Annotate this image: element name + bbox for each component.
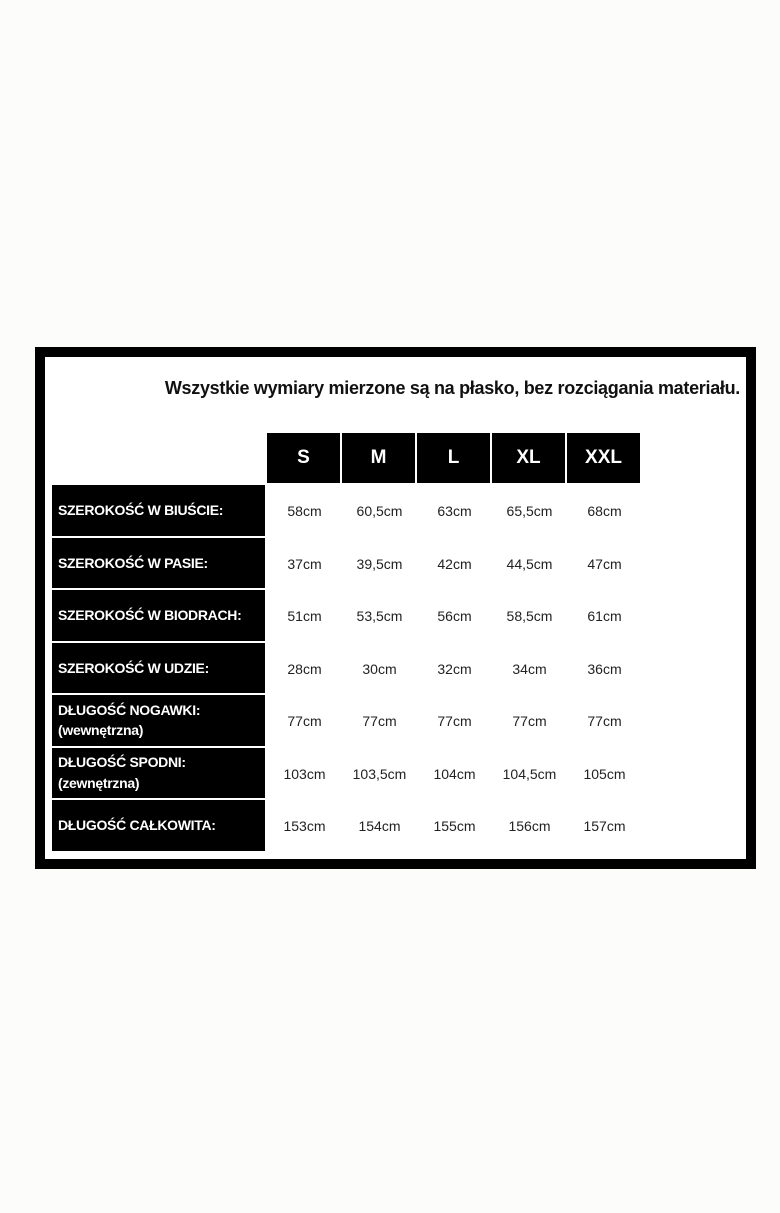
table-cell: 53,5cm xyxy=(356,608,403,625)
row-label-text: DŁUGOŚĆ SPODNI: xyxy=(58,754,186,771)
table-cell: 105cm xyxy=(583,765,626,782)
table-cell: 56cm xyxy=(437,608,472,625)
table-cell: 32cm xyxy=(437,660,472,677)
table-cell: 63cm xyxy=(437,503,472,520)
row-label-text: DŁUGOŚĆ NOGAWKI: xyxy=(58,701,201,718)
table-cell: 39,5cm xyxy=(356,555,403,572)
table-corner xyxy=(52,433,267,485)
table-cell: 77cm xyxy=(362,713,397,730)
size-header-xl: XL xyxy=(492,433,565,483)
size-table xyxy=(52,433,642,853)
table-cell: 44,5cm xyxy=(506,555,553,572)
table-cell: 28cm xyxy=(287,660,322,677)
row-label-text: SZEROKOŚĆ W BIODRACH: xyxy=(58,607,242,624)
table-cell: 65,5cm xyxy=(506,503,553,520)
row-label-outseam xyxy=(52,748,265,799)
row-label-text: SZEROKOŚĆ W BIUŚCIE: xyxy=(58,502,224,519)
size-header-xxl: XXL xyxy=(567,433,640,483)
size-header-s: S xyxy=(267,433,340,483)
table-cell: 58cm xyxy=(287,503,322,520)
row-label-subtext: (zewnętrzna) xyxy=(58,774,140,791)
row-label-inseam xyxy=(52,695,265,746)
row-label-total-length xyxy=(52,800,265,851)
table-cell: 61cm xyxy=(587,608,622,625)
row-label-subtext: (wewnętrzna) xyxy=(58,722,144,739)
size-header-l: L xyxy=(417,433,490,483)
row-label-text: SZEROKOŚĆ W PASIE: xyxy=(58,554,208,571)
table-cell: 153cm xyxy=(283,818,326,835)
table-cell: 77cm xyxy=(587,713,622,730)
table-cell: 103cm xyxy=(283,765,326,782)
table-cell: 154cm xyxy=(358,818,401,835)
row-label-text: DŁUGOŚĆ CAŁKOWITA: xyxy=(58,817,216,834)
table-cell: 103,5cm xyxy=(352,765,407,782)
row-label-hips xyxy=(52,590,265,641)
table-cell: 51cm xyxy=(287,608,322,625)
table-cell: 157cm xyxy=(583,818,626,835)
table-cell: 155cm xyxy=(433,818,476,835)
table-cell: 36cm xyxy=(587,660,622,677)
table-cell: 77cm xyxy=(287,713,322,730)
table-cell: 77cm xyxy=(512,713,547,730)
table-cell: 104cm xyxy=(433,765,476,782)
table-cell: 68cm xyxy=(587,503,622,520)
row-label-thigh xyxy=(52,643,265,694)
row-label-waist xyxy=(52,538,265,589)
table-cell: 47cm xyxy=(587,555,622,572)
table-cell: 42cm xyxy=(437,555,472,572)
table-cell: 60,5cm xyxy=(356,503,403,520)
table-cell: 58,5cm xyxy=(506,608,553,625)
table-cell: 37cm xyxy=(287,555,322,572)
table-cell: 77cm xyxy=(437,713,472,730)
table-cell: 156cm xyxy=(508,818,551,835)
row-label-bust xyxy=(52,485,265,536)
table-cell: 34cm xyxy=(512,660,547,677)
measurement-note: Wszystkie wymiary mierzone są na płasko, bez rozciągania materiału. xyxy=(164,378,740,398)
table-cell: 30cm xyxy=(362,660,397,677)
table-cell: 104,5cm xyxy=(502,765,557,782)
row-label-text: SZEROKOŚĆ W UDZIE: xyxy=(58,659,209,676)
size-header-m: M xyxy=(342,433,415,483)
size-chart-frame xyxy=(35,347,756,869)
